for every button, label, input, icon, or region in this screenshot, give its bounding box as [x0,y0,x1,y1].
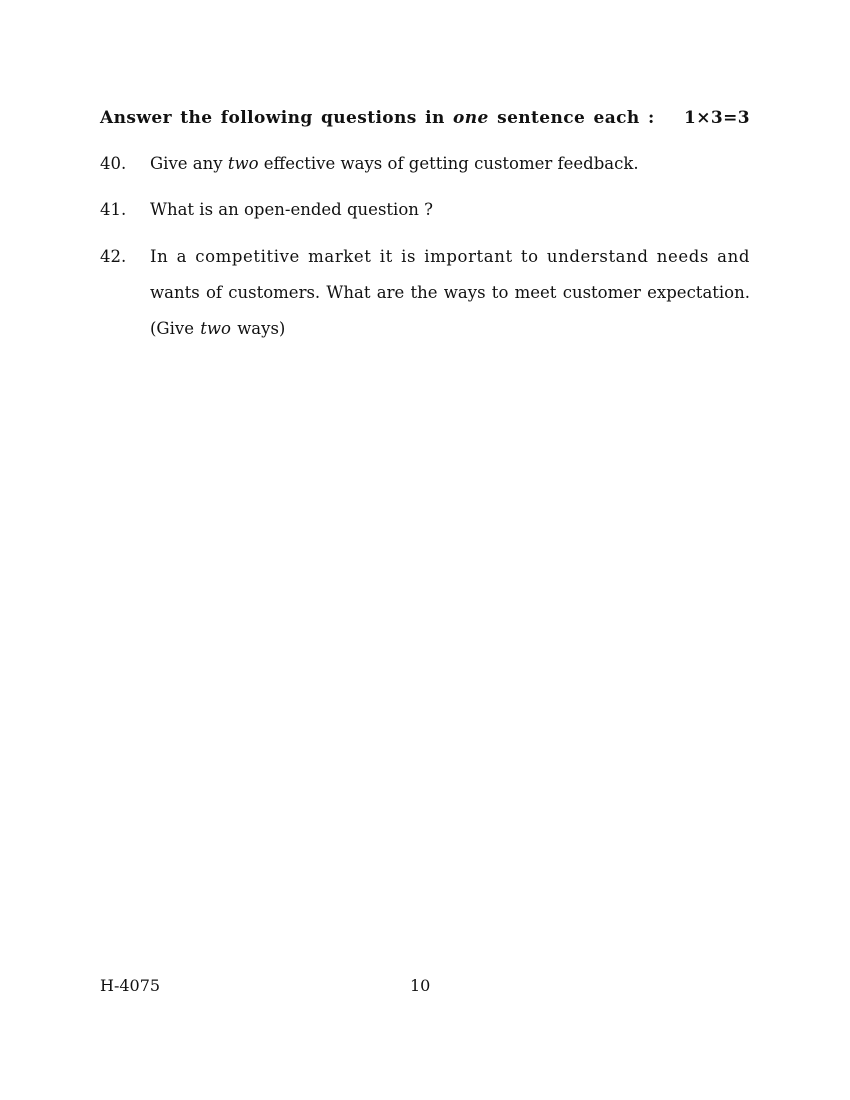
marks-allocation: 1×3=3 [684,108,750,128]
question-line-3 [150,319,285,338]
question-text [150,239,750,347]
line-3-emphasis: two [200,319,231,338]
question-number: 42. [100,247,127,266]
question-text-start: Give any [150,154,223,173]
question-line-1: In a competitive market it is important to understand needs and [150,247,750,266]
question-number: 41. [100,200,127,219]
line-3-start: (Give [150,319,194,338]
paper-code: H-4075 [100,976,161,995]
instruction-text-end: sentence each : [497,108,655,128]
instruction-emphasis: one [453,108,489,128]
line-3-end: ways) [237,319,286,338]
question-number: 40. [100,154,127,173]
question-41 [100,192,750,228]
question-40 [100,146,750,182]
question-text [150,146,750,182]
page-number: 10 [410,976,431,995]
question-text: What is an open-ended question ? [150,200,433,219]
question-text-end: effective ways of getting customer feedback. [263,154,639,173]
section-instruction [100,106,655,130]
section-heading [100,106,750,130]
question-42 [100,239,750,347]
question-line-2: wants of customers. What are the ways to meet customer expectation. [150,283,750,302]
instruction-text-start: Answer the following questions in [100,108,445,128]
question-emphasis: two [227,154,259,173]
